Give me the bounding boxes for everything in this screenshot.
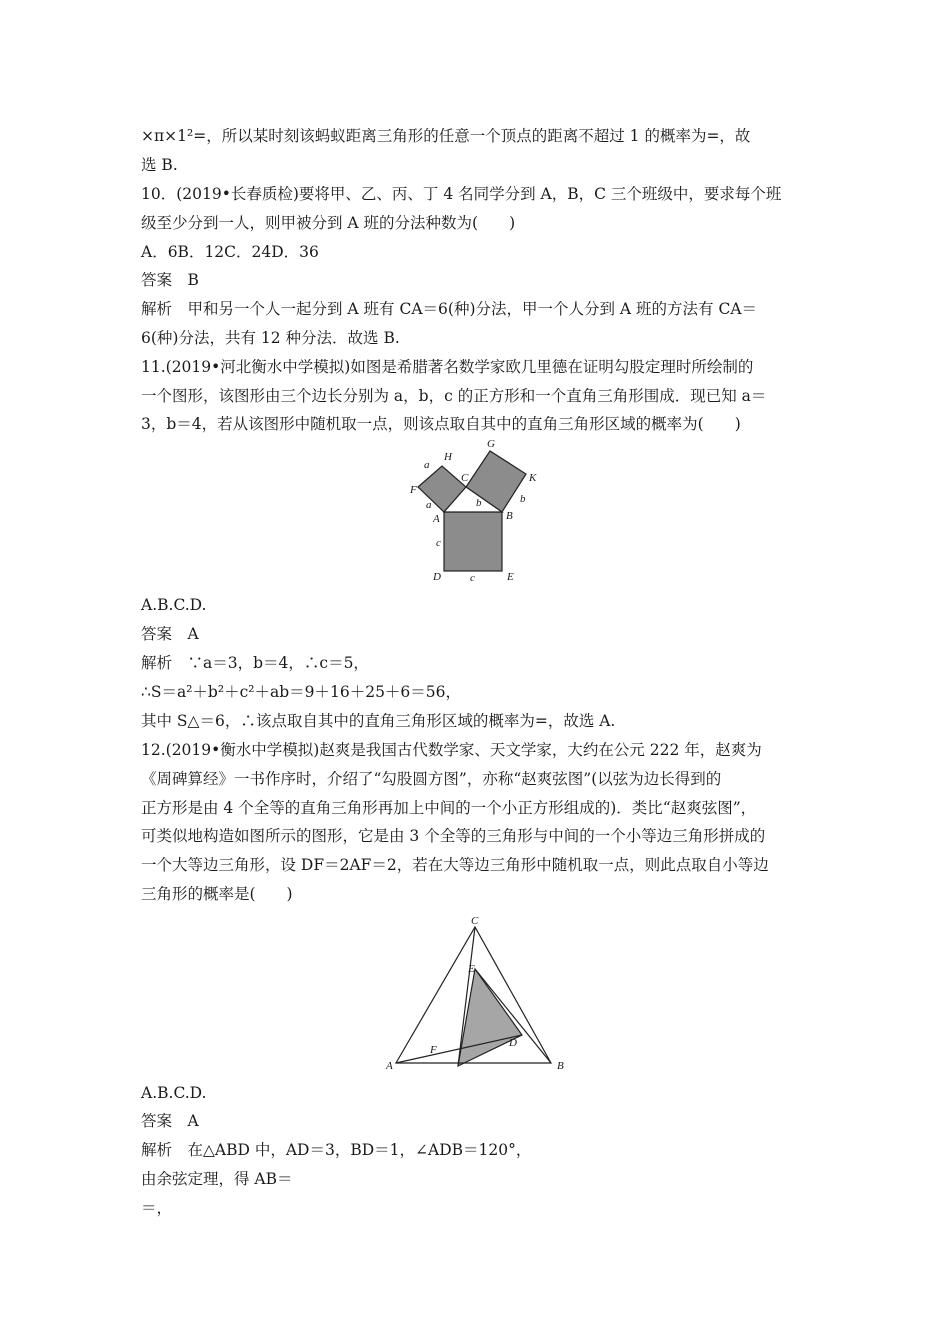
question-11: 11.(2019•河北衡水中学模拟)如图是希腊著名数学家欧几里德在证明勾股定理时所绘制的 <box>141 358 754 376</box>
label-c: c <box>436 537 441 549</box>
analysis-11: 解析 ∵a＝3，b＝4，∴c＝5， <box>141 654 369 672</box>
analysis-10: 解析 甲和另一个人一起分到 A 班有 CA＝6(种)分法，甲一个人分到 A 班的方法有 CA＝ <box>141 300 758 318</box>
text-line: 正方形是由 4 个全等的直角三角形再加上中间的一个小正方形组成的)．类比“赵爽弦图”， <box>141 799 757 817</box>
label-b: b <box>520 493 526 505</box>
label-G: G <box>487 438 495 450</box>
label-E: E <box>468 963 475 975</box>
text-line: 《周碑算经》一书作序时，介绍了“勾股圆方图”，亦称“赵爽弦图”(以弦为边长得到的 <box>141 770 722 788</box>
square-c <box>444 512 502 571</box>
question-10: 10．(2019•长春质检)要将甲、乙、丙、丁 4 名同学分到 A，B，C 三个班级中，要求每个班 <box>141 185 782 203</box>
label-B: B <box>506 510 513 522</box>
text-line: 6(种)分法，共有 12 种分法．故选 B. <box>141 329 400 347</box>
label-a: a <box>424 459 430 471</box>
text-line: ＝， <box>141 1199 173 1217</box>
analysis-12: 解析 在△ABD 中，AD＝3，BD＝1，∠ADB＝120°， <box>141 1141 532 1159</box>
options-11: A.B.C.D. <box>141 596 207 614</box>
label-A: A <box>386 1060 393 1072</box>
text-line: 级至少分到一人，则甲被分到 A 班的分法种数为( ) <box>141 214 516 232</box>
label-H: H <box>444 451 452 463</box>
label-D: D <box>509 1037 517 1049</box>
options-12: A.B.C.D. <box>141 1084 207 1102</box>
label-C: C <box>461 472 469 484</box>
text-line: 由余弦定理，得 AB＝ <box>141 1170 293 1188</box>
label-F: F <box>430 1044 437 1056</box>
label-K: K <box>529 472 537 484</box>
label-D: D <box>433 571 441 583</box>
answer-11: 答案 A <box>141 625 199 643</box>
answer-10: 答案 B <box>141 271 199 289</box>
text-line: 三角形的概率是( ) <box>141 885 293 903</box>
label-F: F <box>410 484 417 496</box>
text-line: 一个图形，该图形由三个边长分别为 a，b，c 的正方形和一个直角三角形围成．现已知 a＝ <box>141 387 767 405</box>
label-c: c <box>470 572 475 584</box>
label-B: B <box>557 1060 564 1072</box>
text-line: ×π×1²=，所以某时刻该蚂蚁距离三角形的任意一个顶点的距离不超过 1 的概率为=，故 <box>141 127 751 145</box>
pythagoras-figure <box>400 434 550 588</box>
question-12: 12.(2019•衡水中学模拟)赵爽是我国古代数学家、天文学家，大约在公元 222 年，赵爽为 <box>141 741 762 759</box>
label-a: a <box>426 499 432 511</box>
text-line: 选 B. <box>141 156 178 174</box>
answer-12: 答案 A <box>141 1112 199 1130</box>
text-line: 其中 S△＝6，∴该点取自其中的直角三角形区域的概率为=，故选 A. <box>141 712 616 730</box>
label-E: E <box>507 571 514 583</box>
label-C: C <box>471 915 479 927</box>
options-10: A．6B．12C．24D．36 <box>141 243 319 261</box>
label-b: b <box>476 497 482 509</box>
text-line: 一个大等边三角形，设 DF＝2AF＝2，若在大等边三角形中随机取一点，则此点取自小等边 <box>141 856 769 874</box>
zhao-shuang-triangle-figure <box>380 910 580 1074</box>
label-A: A <box>433 513 440 525</box>
text-line: 3，b＝4，若从该图形中随机取一点，则该点取自其中的直角三角形区域的概率为( ) <box>141 415 741 433</box>
text-line: 可类似地构造如图所示的图形，它是由 3 个全等的三角形与中间的一个小等边三角形拼成的 <box>141 827 766 845</box>
text-line: ∴S＝a²＋b²＋c²＋ab＝9＋16＋25＋6＝56， <box>141 683 462 701</box>
